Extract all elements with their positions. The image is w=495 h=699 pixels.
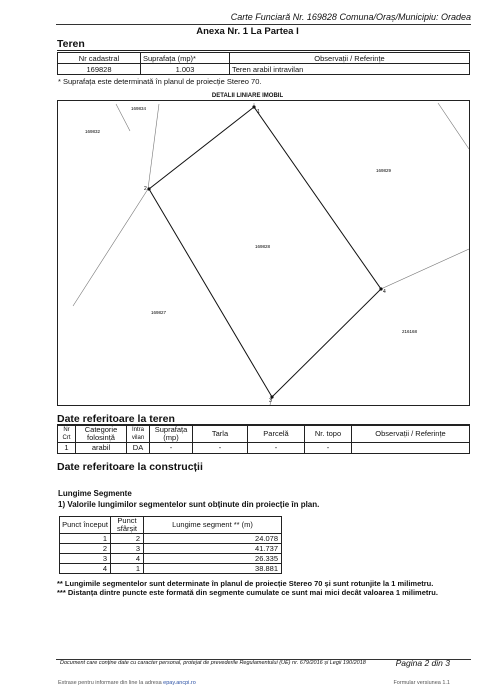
segments-note-2: *** Distanța dintre puncte este formată din segmente cumulate ce sunt mai mici decât valoarea 1 milimetru. [57, 588, 438, 597]
boundary-line [381, 249, 469, 289]
cell-categorie: arabil [76, 443, 127, 454]
parcel-label: 169834 [131, 106, 147, 111]
cell-end: 3 [111, 544, 144, 554]
col-nr-crt: Nr Crt [58, 426, 76, 443]
cell-parcela: - [248, 443, 305, 454]
parcel-label: 216168 [402, 329, 418, 334]
parcel-outline [149, 107, 381, 397]
cell-nr-topo: - [305, 443, 352, 454]
col-punct-sfarsit: Punct sfârșit [111, 517, 144, 534]
privacy-disclaimer: Document care conține date cu caracter personal, protejat de prevederile Regulamentului (UE) nr. 679/2016 și Legii 190/2018 [60, 660, 366, 666]
cell-observatii: Teren arabil intravilan [230, 64, 470, 75]
cell-start: 2 [60, 544, 111, 554]
cell-length: 41.737 [144, 544, 282, 554]
boundary-line [116, 104, 130, 131]
segments-subtitle: 1) Valorile lungimilor segmentelor sunt obținute din proiecție în plan. [58, 500, 320, 509]
cell-end: 2 [111, 534, 144, 544]
cell-intravilan: DA [127, 443, 150, 454]
cell-length: 24.078 [144, 534, 282, 544]
parcel-label: 169829 [376, 168, 392, 173]
construction-data-title: Date referitoare la construcții [57, 461, 203, 473]
teren-table-header [58, 53, 470, 64]
epay-link[interactable]: epay.ancpi.ro [163, 680, 196, 686]
header-divider [56, 24, 471, 25]
teren-table [57, 52, 470, 75]
vertex-label: 1 [257, 109, 260, 115]
col-lungime: Lungime segment ** (m) [144, 517, 282, 534]
col-punct-inceput: Punct început [60, 517, 111, 534]
extract-text: Extrase pentru informare din line la adresa [58, 680, 162, 686]
boundary-line [148, 104, 159, 189]
table-row [60, 554, 282, 564]
vertex-label: 3 [269, 398, 272, 404]
cell-start: 4 [60, 564, 111, 574]
segments-header [60, 517, 282, 534]
col-suprafata: Suprafața (mp) [150, 426, 193, 443]
table-row [60, 534, 282, 544]
land-data-title: Date referitoare la teren [57, 413, 175, 425]
parcel-label: 169832 [85, 129, 101, 134]
cell-tarla: - [193, 443, 248, 454]
segments-note-1: ** Lungimile segmentelor sunt determinate în planul de proiecție Stereo 70 și sunt rotunjite la 1 milimetru. [57, 579, 434, 588]
segments-table [59, 516, 282, 574]
cell-start: 1 [60, 534, 111, 544]
form-version: Formular versiunea 1.1 [393, 680, 450, 686]
col-tarla: Tarla [193, 426, 248, 443]
col-observatii: Observații / Referințe [230, 53, 470, 64]
cell-start: 3 [60, 554, 111, 564]
segments-title: Lungime Segmente [58, 489, 132, 498]
col-categorie: Categorie folosință [76, 426, 127, 443]
land-data-header [58, 426, 470, 443]
cell-length: 38.881 [144, 564, 282, 574]
parcel-label: 169828 [255, 244, 271, 249]
vertex-label: 2 [144, 186, 147, 192]
cell-suprafata: - [150, 443, 193, 454]
cell-end: 1 [111, 564, 144, 574]
col-nr-topo: Nr. topo [305, 426, 352, 443]
table-row [58, 64, 470, 75]
extract-info [58, 680, 196, 686]
col-observatii: Observații / Referințe [352, 426, 470, 443]
parcel-plan-drawing [58, 101, 469, 405]
page-number: Pagina 2 din 3 [395, 658, 450, 668]
teren-section-title: Teren [57, 38, 85, 50]
cell-nr-cadastral: 169828 [58, 64, 141, 75]
cell-length: 26.335 [144, 554, 282, 564]
vertex-marker [147, 187, 150, 190]
col-parcela: Parcelă [248, 426, 305, 443]
table-row [60, 564, 282, 574]
col-intravilan: Intra vilan [127, 426, 150, 443]
table-row [60, 544, 282, 554]
boundary-line [438, 103, 469, 149]
land-data-table [57, 425, 470, 454]
col-suprafata: Suprafața (mp)* [141, 53, 230, 64]
vertex-marker [252, 105, 255, 108]
cell-end: 4 [111, 554, 144, 564]
boundary-line [73, 189, 148, 306]
register-title: Carte Funciară Nr. 169828 Comuna/Oraș/Municipiu: Oradea [230, 12, 471, 22]
cell-observatii [352, 443, 470, 454]
parcel-label: 169827 [151, 310, 167, 315]
surface-note: * Suprafața este determinată în planul de proiecție Stereo 70. [58, 77, 262, 86]
annex-title: Anexa Nr. 1 La Partea I [196, 26, 299, 37]
parcel-plan [57, 100, 470, 406]
cell-nr-crt: 1 [58, 443, 76, 454]
plan-title: DETALII LINIARE IMOBIL [211, 93, 284, 99]
table-row [58, 443, 470, 454]
teren-divider [57, 50, 470, 51]
vertex-label: 4 [383, 289, 386, 295]
cell-suprafata: 1.003 [141, 64, 230, 75]
col-nr-cadastral: Nr cadastral [58, 53, 141, 64]
